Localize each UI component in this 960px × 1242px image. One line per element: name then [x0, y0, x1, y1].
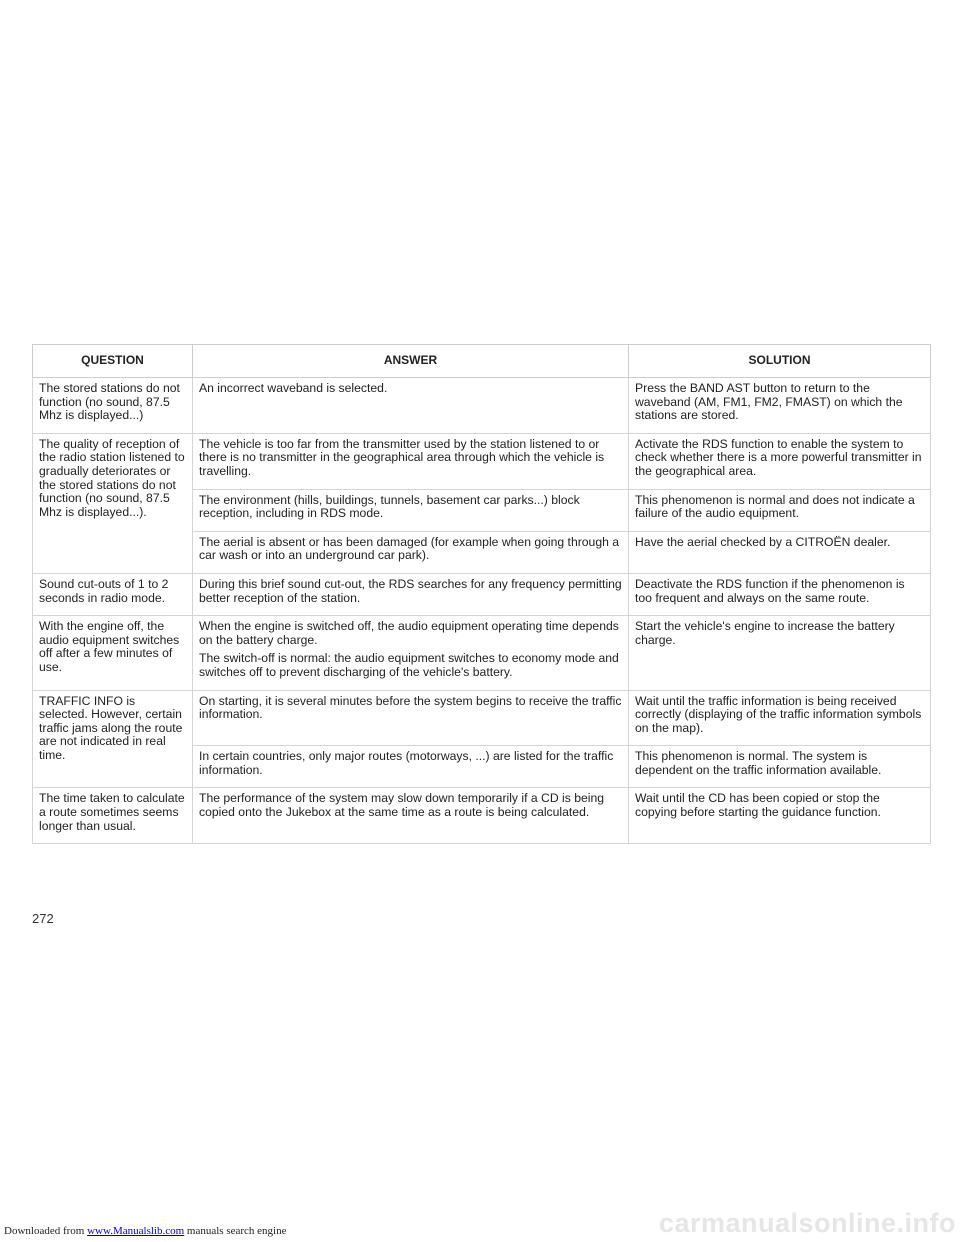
solution-cell: Press the BAND AST button to return to the waveband (AM, FM1, FM2, FMAST) on which the stations are stored. [629, 378, 931, 434]
answer-cell [193, 616, 629, 690]
download-footer [4, 1225, 286, 1237]
answer-paragraph: The aerial is absent or has been damaged (for example when going through a car wash or into an underground car park). [199, 534, 620, 563]
header-answer: ANSWER [193, 345, 629, 378]
footer-suffix: manuals search engine [184, 1225, 287, 1237]
question-cell: The time taken to calculate a route sometimes seems longer than usual. [33, 788, 193, 844]
solution-cell: Wait until the CD has been copied or stop the copying before starting the guidance function. [629, 788, 931, 844]
answer-paragraph: During this brief sound cut-out, the RDS searches for any frequency permitting better reception of the station. [199, 576, 622, 605]
answer-paragraph: In certain countries, only major routes (motorways, ...) are listed for the traffic information. [199, 749, 614, 777]
answer-paragraph: The environment (hills, buildings, tunnels, basement car parks...) block reception, including in RDS mode. [199, 492, 580, 521]
solution-cell: This phenomenon is normal and does not indicate a failure of the audio equipment. [629, 489, 931, 531]
solution-cell: Activate the RDS function to enable the system to check whether there is a more powerful transmitter in the geographical area. [629, 433, 931, 489]
watermark-text: carmanualsonline.info [658, 1208, 956, 1238]
table-row [33, 433, 931, 489]
solution-cell: Start the vehicle's engine to increase the battery charge. [629, 616, 931, 690]
manualslib-link[interactable]: www.Manualslib.com [87, 1225, 185, 1237]
table-row [33, 690, 931, 746]
answer-paragraph: The switch-off is normal: the audio equipment switches to economy mode and switches off to prevent discharging of the vehicle's battery. [199, 651, 619, 679]
question-cell: With the engine off, the audio equipment switches off after a few minutes of use. [33, 616, 193, 690]
table-row [33, 573, 931, 615]
question-cell: The stored stations do not function (no sound, 87.5 Mhz is displayed...) [33, 378, 193, 434]
answer-cell [193, 433, 629, 489]
answer-paragraph: On starting, it is several minutes before the system begins to receive the traffic information. [199, 693, 622, 722]
question-cell: Sound cut-outs of 1 to 2 seconds in radio mode. [33, 573, 193, 615]
answer-cell [193, 531, 629, 573]
footer-prefix: Downloaded from [4, 1225, 88, 1237]
table-row [33, 616, 931, 690]
answer-paragraph: The vehicle is too far from the transmitter used by the station listened to or there is no transmitter in the geographical area through which the vehicle is travelling. [199, 436, 605, 478]
question-cell: TRAFFIC INFO is selected. However, certain traffic jams along the route are not indicated in real time. [33, 690, 193, 788]
answer-paragraph: When the engine is switched off, the audio equipment operating time depends on the battery charge. [199, 619, 619, 647]
answer-paragraph: The performance of the system may slow down temporarily if a CD is being copied onto the Jukebox at the same time as a route is being calculated. [199, 791, 605, 820]
solution-cell: Deactivate the RDS function if the phenomenon is too frequent and always on the same route. [629, 573, 931, 615]
solution-cell: This phenomenon is normal. The system is dependent on the traffic information available. [629, 746, 931, 788]
answer-cell [193, 573, 629, 615]
header-question: QUESTION [33, 345, 193, 378]
answer-paragraph: An incorrect waveband is selected. [199, 381, 388, 395]
answer-cell [193, 690, 629, 746]
table-body [33, 378, 931, 844]
table-header-row [33, 345, 931, 378]
table-row [33, 788, 931, 844]
answer-cell [193, 746, 629, 788]
solution-cell: Wait until the traffic information is being received correctly (displaying of the traffic information symbols on the map). [629, 690, 931, 746]
answer-cell [193, 788, 629, 844]
solution-cell: Have the aerial checked by a CITROËN dealer. [629, 531, 931, 573]
page-number: 272 [32, 911, 54, 926]
table-row [33, 378, 931, 434]
question-cell: The quality of reception of the radio station listened to gradually deteriorates or the stored stations do not function (no sound, 87.5 Mhz is displayed...). [33, 433, 193, 573]
header-solution: SOLUTION [629, 345, 931, 378]
answer-cell [193, 489, 629, 531]
troubleshooting-table [32, 344, 931, 844]
answer-cell [193, 378, 629, 434]
